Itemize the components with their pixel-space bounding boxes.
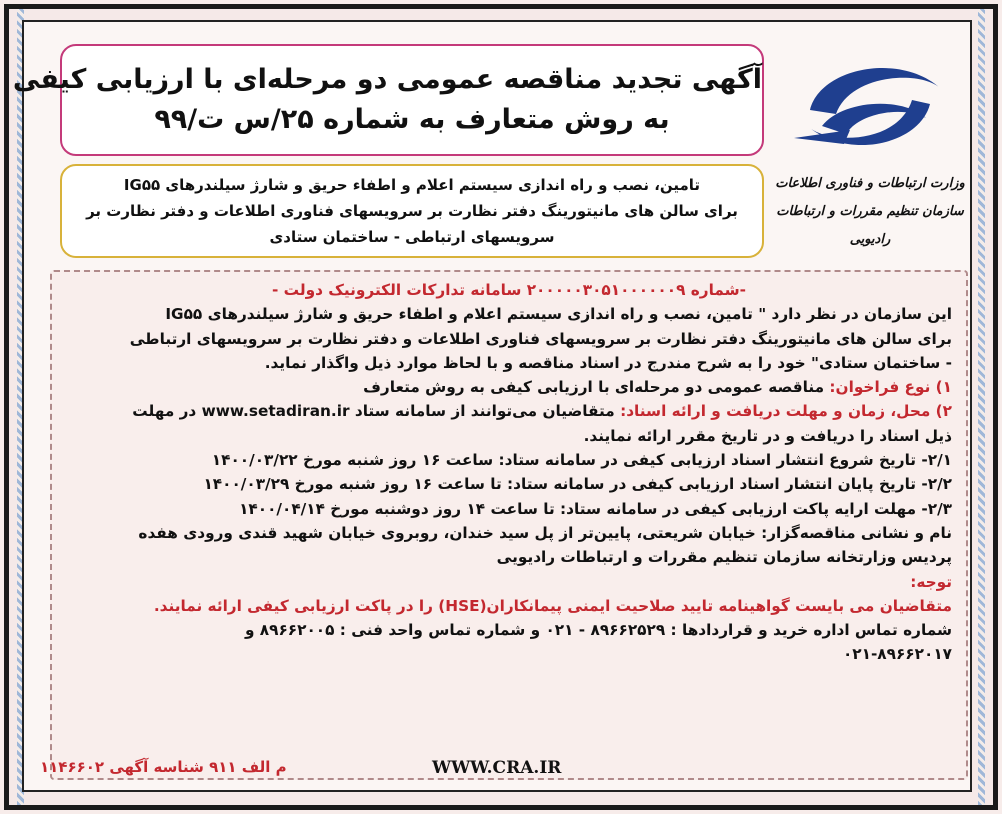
notice-panel <box>12 20 972 792</box>
address-line-1: نام و نشانی مناقصه‌گزار: خیابان شریعتی، پایین‌تر از پل سید خندان، روبروی خیابان شهید قندی ورودی هفده <box>138 523 952 542</box>
item-2 <box>66 399 952 423</box>
ministry-line-2: سازمان تنظیم مقررات و ارتباطات رادیویی <box>776 204 964 247</box>
notice-title-line-1: آگهی تجدید مناقصه عمومی دو مرحله‌ای با ارزیابی کیفی <box>12 64 762 95</box>
cra-logo-icon <box>780 48 960 166</box>
intro-line-1: این سازمان در نظر دارد " تامین، نصب و راه اندازی سیستم اعلام و اطفاء حریق و شارژ سیلندرهای IG۵۵ <box>165 305 952 324</box>
item-2-1: ۲/۱- تاریخ شروع انتشار اسناد ارزیابی کیفی در سامانه ستاد: ساعت ۱۶ روز شنبه مورخ ۱۴۰۰/۰۳/۲۲ <box>211 451 952 470</box>
notice-title-box <box>12 44 764 156</box>
item-2-continued: ذیل اسناد را دریافت و در تاریخ مقرر ارائه نمایند. <box>583 426 952 445</box>
note-text: متقاضیان می بایست گواهینامه تایید صلاحیت ایمنی پیمانکاران(HSE) را در پاکت ارزیابی کیفی ارائه نمایند. <box>153 596 952 615</box>
tender-number-line: -شماره ۲۰۰۰۰۰۳۰۵۱۰۰۰۰۰۰۹ سامانه تدارکات الکترونیک دولت - <box>271 281 747 299</box>
decorative-stripe-right <box>978 9 985 805</box>
item-1-label: ۱) نوع فراخوان: <box>829 378 952 397</box>
address-line-2: پردیس وزارتخانه سازمان تنظیم مقررات و ارتباطات رادیویی <box>496 548 952 567</box>
note-label: توجه: <box>910 572 952 591</box>
tender-subject-box <box>60 164 764 258</box>
footer-ad-id: م الف ۹۱۱ شناسه آگهی ۱۱۴۶۶۰۲ <box>40 758 287 776</box>
item-1 <box>66 375 952 399</box>
subject-line-2: برای سالن های مانیتورینگ دفتر نظارت بر سرویسهای فناوری اطلاعات و دفتر نظارت بر <box>86 202 738 220</box>
contact-line-2: ۰۲۱-۸۹۶۶۲۰۱۷ <box>842 645 952 664</box>
item-2-text: متقاضیان می‌توانند از سامانه ستاد www.setadiran.ir در مهلت <box>132 402 615 421</box>
item-1-text: مناقصه عمومی دو مرحله‌ای با ارزیابی کیفی به روش متعارف <box>363 378 825 397</box>
item-2-2: ۲/۲- تاریخ پایان انتشار اسناد ارزیابی کیفی در سامانه ستاد: تا ساعت ۱۶ روز شنبه مورخ ۱۴۰۰/۰۳/۲۹ <box>203 475 952 494</box>
item-2-label: ۲) محل، زمان و مهلت دریافت و ارائه اسناد: <box>620 402 952 421</box>
ministry-name <box>772 170 968 254</box>
notice-title-line-2: به روش متعارف به شماره ۲۵/س ت/۹۹ <box>154 104 670 135</box>
contact-line-1: شماره تماس اداره خرید و قراردادها : ۸۹۶۶۲۵۲۹ - ۰۲۱ و شماره تماس واحد فنی : ۸۹۶۶۲۰۰۵ و <box>244 621 952 640</box>
subject-line-3: سرویسهای ارتباطی - ساختمان ستادی <box>269 228 555 246</box>
notice-body <box>50 270 968 780</box>
ministry-line-1: وزارت ارتباطات و فناوری اطلاعات <box>775 176 965 191</box>
intro-line-2: برای سالن های مانیتورینگ دفتر نظارت بر سرویسهای فناوری اطلاعات و دفتر نظارت بر سرویسهای ارتباطی <box>129 329 952 348</box>
subject-line-1: تامین، نصب و راه اندازی سیستم اعلام و اطفاء حریق و شارژ سیلندرهای IG۵۵ <box>123 176 701 194</box>
footer-website: WWW.CRA.IR <box>432 758 562 778</box>
item-2-3: ۲/۳- مهلت ارایه پاکت ارزیابی کیفی در سامانه ستاد: تا ساعت ۱۴ روز دوشنبه مورخ ۱۴۰۰/۰۴/۱۴ <box>239 499 952 518</box>
intro-line-3: - ساختمان ستادی" خود را به شرح مندرج در اسناد مناقصه و با لحاظ موارد ذیل واگذار نماید. <box>264 353 952 372</box>
